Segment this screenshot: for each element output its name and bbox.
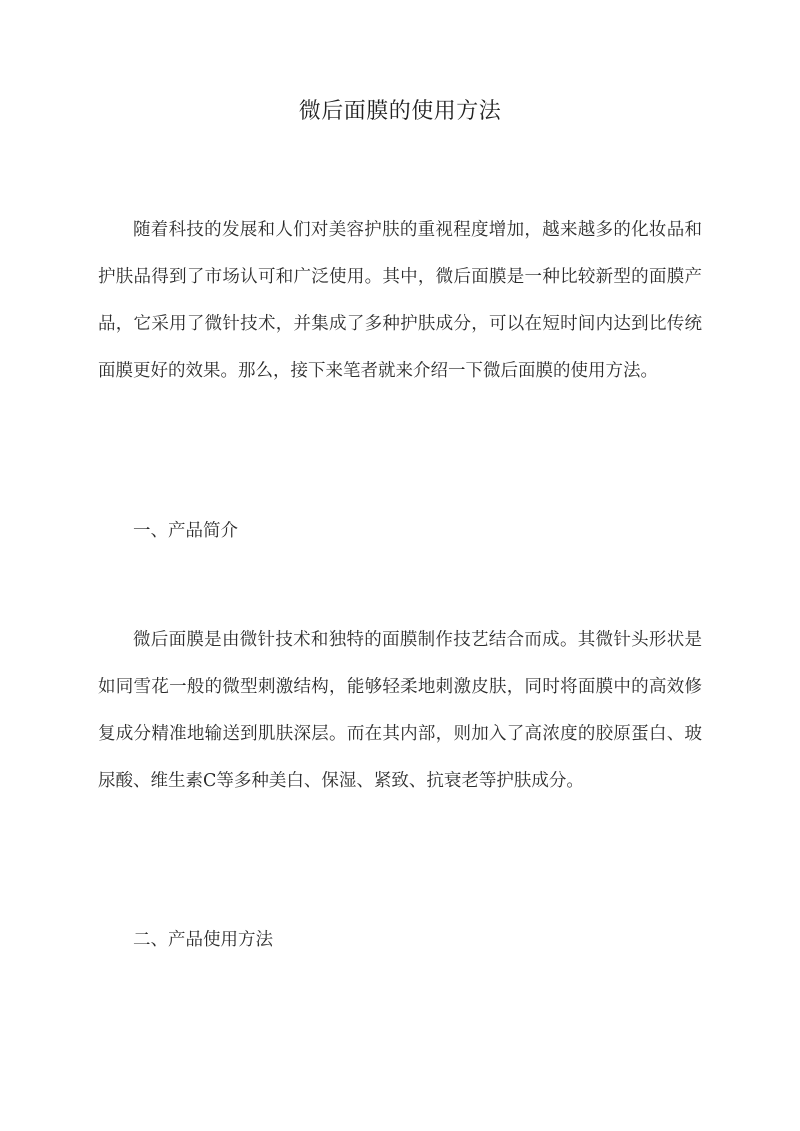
section-heading-usage-method: 二、产品使用方法 [133, 930, 273, 950]
section-heading-product-intro: 一、产品简介 [133, 521, 238, 541]
document-title: 微后面膜的使用方法 [298, 99, 502, 124]
intro-paragraph: 随着科技的发展和人们对美容护肤的重视程度增加，越来越多的化妆品和护肤品得到了市场认可和广泛使用。其中，微后面膜是一种比较新型的面膜产品，它采用了微针技术，并集成了多种护肤成分，可以在短时间内达到比传统面膜更好的效果。那么，接下来笔者就来介绍一下微后面膜的使用方法。 [98, 220, 702, 381]
product-intro-paragraph: 微后面膜是由微针技术和独特的面膜制作技艺结合而成。其微针头形状是如同雪花一般的微型刺激结构，能够轻柔地刺激皮肤，同时将面膜中的高效修复成分精准地输送到肌肤深层。而在其内部，则加入了高浓度的胶原蛋白、玻尿酸、维生素C等多种美白、保湿、紧致、抗衰老等护肤成分。 [98, 630, 702, 791]
